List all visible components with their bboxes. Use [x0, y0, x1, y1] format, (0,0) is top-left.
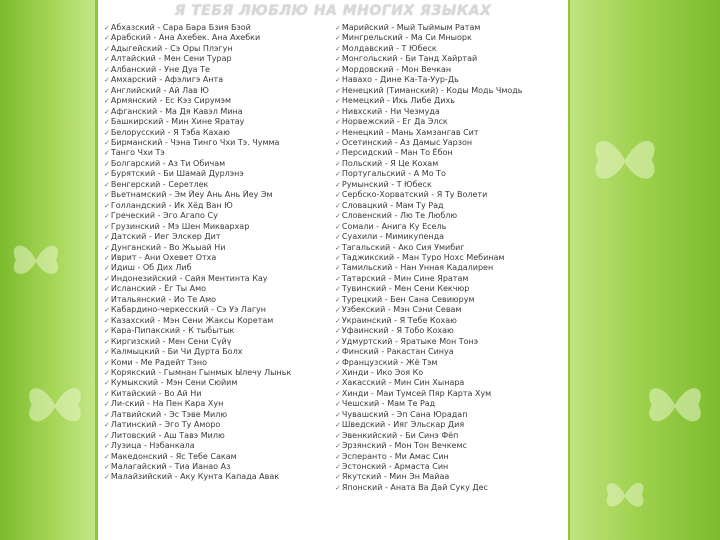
translation-line	[104, 326, 330, 336]
translation-line	[335, 222, 567, 232]
translation-line	[104, 284, 330, 294]
translation-line	[335, 452, 567, 462]
translation-text: Эсперанто - Ми Амас Син	[341, 451, 449, 461]
translation-text: Мордовский - Мон Вечкан	[341, 64, 452, 74]
handwritten-check-icon: ✓	[104, 316, 110, 325]
translation-text: Узбекский - Мэн Сэни Севам	[341, 305, 462, 315]
translation-text: Эрзянский - Мон Тон Вечкемс	[341, 441, 467, 451]
handwritten-check-icon: ✓	[104, 76, 110, 85]
translation-text: Киргизский - Мен Сени Сүйү	[110, 336, 232, 346]
translation-line	[335, 274, 567, 284]
handwritten-check-icon: ✓	[335, 410, 341, 419]
handwritten-check-icon: ✓	[104, 159, 110, 168]
translation-text: Кабардино-черкесский - Сэ Уэ Лагун	[110, 305, 267, 315]
translation-line	[335, 75, 567, 85]
translation-line	[335, 169, 567, 179]
handwritten-check-icon: ✓	[104, 65, 110, 74]
translation-text: Персидский - Ман То Ёбон	[341, 148, 453, 158]
translation-line	[335, 54, 567, 64]
handwritten-check-icon: ✓	[335, 201, 341, 210]
handwritten-check-icon: ✓	[104, 138, 110, 147]
handwritten-check-icon: ✓	[104, 463, 110, 472]
translation-text: Ненецкий (Тиманский) - Коды Модь Чмодь	[341, 85, 523, 95]
translation-line	[335, 107, 567, 117]
handwritten-check-icon: ✓	[335, 44, 341, 53]
handwritten-check-icon: ✓	[104, 34, 110, 43]
translation-line	[104, 180, 330, 190]
translation-line	[335, 305, 567, 315]
translation-line	[335, 96, 567, 106]
translation-line	[335, 295, 567, 305]
translation-text: Чешский - Мам Те Рад	[341, 399, 436, 409]
handwritten-check-icon: ✓	[335, 55, 341, 64]
translation-line	[335, 128, 567, 138]
translation-text: Эвенкийский - Би Синэ Фёп	[341, 430, 459, 440]
translation-text: Корякский - Гымнан Гынмык Ылечу Лыньк	[110, 367, 292, 377]
handwritten-check-icon: ✓	[335, 149, 341, 158]
translation-text: Иврит - Ани Охевет Отха	[110, 252, 217, 262]
translation-line	[104, 431, 330, 441]
translation-text: Ли-ский - На Пен Кара Хун	[110, 399, 224, 409]
translation-text: Суахили - Мимикупенда	[341, 232, 445, 242]
background-right	[570, 0, 720, 540]
translation-text: Кара-Пипакский - К тыбытык	[110, 326, 235, 336]
handwritten-check-icon: ✓	[335, 274, 341, 283]
handwritten-check-icon: ✓	[104, 24, 110, 32]
translation-line	[104, 44, 330, 54]
handwritten-check-icon: ✓	[335, 128, 341, 137]
translation-line	[335, 399, 567, 409]
translation-line	[104, 399, 330, 409]
handwritten-check-icon: ✓	[335, 368, 341, 377]
translation-line	[104, 368, 330, 378]
translation-line	[335, 23, 567, 33]
handwritten-check-icon: ✓	[335, 431, 341, 440]
translation-text: Татарский - Мин Сине Яратам	[341, 273, 469, 283]
translation-text: Албанский - Уне Дуа Те	[110, 64, 210, 74]
translation-line	[104, 117, 330, 127]
handwritten-check-icon: ✓	[104, 473, 110, 482]
translation-text: Марийский - Мый Тыймым Ратам	[341, 23, 481, 32]
handwritten-check-icon: ✓	[335, 180, 341, 189]
handwritten-check-icon: ✓	[104, 222, 110, 231]
butterfly-icon	[600, 470, 650, 520]
translation-text: Английский - Ай Лав Ю	[110, 85, 209, 95]
handwritten-check-icon: ✓	[335, 138, 341, 147]
handwritten-check-icon: ✓	[335, 306, 341, 315]
handwritten-check-icon: ✓	[104, 107, 110, 116]
handwritten-check-icon: ✓	[104, 128, 110, 137]
translation-line	[335, 337, 567, 347]
translation-text: Адыгейский - Сэ Оры Плэгун	[110, 43, 233, 53]
translation-text: Финский - Ракастан Синуа	[341, 347, 454, 357]
translation-line	[104, 96, 330, 106]
translation-text: Монгольский - Би Танд Хайртай	[341, 54, 478, 64]
translation-text: Турецкий - Бен Сана Севиюрум	[341, 294, 475, 304]
handwritten-check-icon: ✓	[335, 253, 341, 262]
translation-line	[335, 358, 567, 368]
translation-line	[335, 253, 567, 263]
handwritten-check-icon: ✓	[335, 159, 341, 168]
handwritten-check-icon: ✓	[335, 348, 341, 357]
translation-line	[335, 441, 567, 451]
translation-line	[104, 159, 330, 169]
translation-text: Тувинский - Мен Сени Кекчюр	[341, 284, 470, 294]
handwritten-check-icon: ✓	[335, 463, 341, 472]
handwritten-check-icon: ✓	[104, 180, 110, 189]
translation-text: Грузинский - Мэ Шен Миквархар	[110, 221, 250, 231]
translation-text: Малагайский - Тиа Ианао Аз	[110, 462, 231, 472]
translation-line	[104, 128, 330, 138]
handwritten-check-icon: ✓	[104, 97, 110, 106]
handwritten-check-icon: ✓	[335, 295, 341, 304]
translation-text: Тагальский - Ако Сия Умибиг	[341, 242, 465, 252]
handwritten-check-icon: ✓	[335, 285, 341, 294]
translation-text: Португальский - А Мо То	[341, 169, 446, 179]
handwritten-check-icon: ✓	[104, 55, 110, 64]
translation-text: Норвежский - Ег Да Элск	[341, 117, 448, 127]
translation-text: Шведский - Ияг Эльскар Дия	[341, 420, 465, 430]
handwritten-check-icon: ✓	[335, 212, 341, 221]
translation-line	[335, 148, 567, 158]
translation-text: Таджикский - Ман Туро Нохс Мебинам	[341, 252, 505, 262]
translation-line	[335, 389, 567, 399]
translation-line	[335, 201, 567, 211]
handwritten-check-icon: ✓	[104, 410, 110, 419]
handwritten-check-icon: ✓	[104, 243, 110, 252]
translation-text: Украинский - Я Тебе Кохаю	[341, 315, 457, 325]
handwritten-check-icon: ✓	[104, 274, 110, 283]
handwritten-check-icon: ✓	[335, 222, 341, 231]
translation-text: Эстонский - Армаста Син	[341, 462, 449, 472]
handwritten-check-icon: ✓	[335, 24, 341, 32]
translation-line	[335, 180, 567, 190]
handwritten-check-icon: ✓	[335, 264, 341, 273]
handwritten-check-icon: ✓	[104, 337, 110, 346]
translation-text: Калмыцкий - Би Чи Дурта Болх	[110, 347, 243, 357]
translation-text: Латинский - Эго Ту Аморо	[110, 420, 221, 430]
translation-text: Китайский - Во Ай Ни	[110, 388, 202, 398]
handwritten-check-icon: ✓	[335, 421, 341, 430]
translation-line	[104, 420, 330, 430]
translation-text: Индонезийский - Сайя Ментинта Кау	[110, 273, 268, 283]
translation-line	[104, 75, 330, 85]
translation-line	[104, 316, 330, 326]
handwritten-check-icon: ✓	[104, 233, 110, 242]
translation-text: Бирманский - Чэна Тинго Чхи Тэ. Чумма	[110, 137, 280, 147]
handwritten-check-icon: ✓	[104, 442, 110, 451]
handwritten-check-icon: ✓	[104, 253, 110, 262]
translation-line	[104, 86, 330, 96]
translation-line	[335, 44, 567, 54]
handwritten-check-icon: ✓	[104, 379, 110, 388]
translation-text: Кумыкский - Мэн Сени Сюйим	[110, 378, 238, 388]
translation-text: Словенский - Лю Те Люблю	[341, 211, 458, 221]
translation-text: Сомали - Анига Ку Есель	[341, 221, 447, 231]
page-title: Я ТЕБЯ ЛЮБЛЮ НА МНОГИХ ЯЗЫКАХ	[174, 3, 492, 19]
translation-line	[104, 295, 330, 305]
translation-line	[335, 65, 567, 75]
translation-line	[104, 358, 330, 368]
handwritten-check-icon: ✓	[335, 483, 341, 492]
handwritten-check-icon: ✓	[104, 86, 110, 95]
translation-text: Вьетнамский - Эм Йеу Ань Ань Йеу Эм	[110, 190, 273, 200]
translation-text: Немецкий - Ихь Либе Дихь	[341, 96, 455, 106]
translation-text: Греческий - Эго Агапо Су	[110, 211, 218, 221]
translation-text: Армянский - Ес Кэз Сирумэм	[110, 96, 232, 106]
translation-text: Голландский - Ик Хёд Ван Ю	[110, 200, 233, 210]
translation-text: Дунганский - Во Жьыай Ни	[110, 242, 226, 252]
translation-text: Якутский - Мин Эн Майаа	[341, 472, 450, 482]
translation-text: Удмуртский - Яратыке Мон Тонэ	[341, 336, 479, 346]
translation-line	[335, 410, 567, 420]
handwritten-check-icon: ✓	[104, 149, 110, 158]
translation-text: Исланский - Ёг Ты Амо	[110, 284, 207, 294]
translation-line	[104, 243, 330, 253]
document-sheet	[98, 0, 568, 540]
translation-text: Казахский - Мэн Сени Жаксы Коретам	[110, 315, 274, 325]
translation-line	[104, 138, 330, 148]
translation-text: Румынский - Т Юбеск	[341, 179, 432, 189]
translation-text: Идиш - Об Дих Либ	[110, 263, 192, 273]
butterfly-icon	[20, 370, 90, 440]
handwritten-check-icon: ✓	[104, 191, 110, 200]
handwritten-check-icon: ✓	[335, 327, 341, 336]
handwritten-check-icon: ✓	[335, 243, 341, 252]
translation-line	[335, 117, 567, 127]
handwritten-check-icon: ✓	[335, 97, 341, 106]
handwritten-check-icon: ✓	[104, 358, 110, 367]
translation-text: Амхарский - Афэлигэ Анта	[110, 75, 224, 85]
translation-text: Итальянский - Ио Те Амо	[110, 294, 217, 304]
translation-line	[104, 389, 330, 399]
translation-line	[335, 326, 567, 336]
translation-line	[104, 54, 330, 64]
translation-text: Навахо - Дине Ка-Та-Уур-Дь	[341, 75, 459, 85]
translation-line	[104, 441, 330, 451]
translation-line	[104, 263, 330, 273]
handwritten-check-icon: ✓	[335, 76, 341, 85]
translation-text: Латвийский - Эс Тэве Милю	[110, 409, 228, 419]
translation-line	[104, 274, 330, 284]
translation-line	[335, 368, 567, 378]
translation-text: Осетинский - Аз Дамыс Уарзон	[341, 137, 473, 147]
handwritten-check-icon: ✓	[335, 379, 341, 388]
handwritten-check-icon: ✓	[104, 201, 110, 210]
handwritten-check-icon: ✓	[335, 389, 341, 398]
translation-text: Бурятский - Би Шамай Дурлэнэ	[110, 169, 244, 179]
handwritten-check-icon: ✓	[335, 170, 341, 179]
translation-line	[104, 190, 330, 200]
handwritten-check-icon: ✓	[335, 473, 341, 482]
handwritten-check-icon: ✓	[104, 368, 110, 377]
language-list-left	[104, 23, 330, 483]
translation-line	[104, 33, 330, 43]
handwritten-check-icon: ✓	[104, 306, 110, 315]
translation-line	[104, 452, 330, 462]
translation-line	[335, 243, 567, 253]
handwritten-check-icon: ✓	[104, 431, 110, 440]
handwritten-check-icon: ✓	[335, 65, 341, 74]
translation-text: Хинди - Маи Тумсей Пяр Карта Хум	[341, 388, 492, 398]
translation-text: Башкирский - Мин Хине Яратау	[110, 117, 245, 127]
translation-line	[335, 159, 567, 169]
translation-line	[335, 347, 567, 357]
handwritten-check-icon: ✓	[104, 452, 110, 461]
translation-line	[104, 253, 330, 263]
translation-line	[104, 222, 330, 232]
translation-line	[335, 378, 567, 388]
handwritten-check-icon: ✓	[104, 389, 110, 398]
handwritten-check-icon: ✓	[335, 233, 341, 242]
handwritten-check-icon: ✓	[335, 86, 341, 95]
translation-line	[335, 431, 567, 441]
translation-line	[104, 462, 330, 472]
translation-text: Молдавский - Т Юбеск	[341, 43, 437, 53]
translation-text: Македонский - Яс Тебе Сакам	[110, 451, 237, 461]
handwritten-check-icon: ✓	[104, 285, 110, 294]
translation-text: Арабский - Ана Ахебек. Ана Ахебки	[110, 33, 261, 43]
translation-text: Сербско-Хорватский - Я Ту Волети	[341, 190, 488, 200]
handwritten-check-icon: ✓	[335, 337, 341, 346]
handwritten-check-icon: ✓	[335, 118, 341, 127]
handwritten-check-icon: ✓	[104, 421, 110, 430]
translation-line	[335, 138, 567, 148]
butterfly-icon	[640, 370, 710, 440]
handwritten-check-icon: ✓	[104, 44, 110, 53]
translation-text: Уфаинский - Я Тобо Кохаю	[341, 326, 454, 336]
handwritten-check-icon: ✓	[335, 191, 341, 200]
translation-text: Танго Чхи Тэ	[110, 148, 165, 158]
translation-line	[104, 211, 330, 221]
translation-text: Мингрельский - Ма Си Мныорк	[341, 33, 472, 43]
translation-line	[104, 232, 330, 242]
translation-text: Нивхский - Ни Чезмуда	[341, 106, 440, 116]
translation-line	[104, 347, 330, 357]
translation-line	[335, 211, 567, 221]
translation-text: Японский - Аната Ва Дай Суку Дес	[341, 482, 488, 492]
translation-text: Хакасский - Мин Син Хынара	[341, 378, 465, 388]
translation-line	[335, 190, 567, 200]
translation-text: Венгерский - Серетлек	[110, 179, 209, 189]
translation-line	[335, 420, 567, 430]
handwritten-check-icon: ✓	[335, 107, 341, 116]
translation-line	[104, 107, 330, 117]
translation-text: Хинди - Ико Эоя Ко	[341, 367, 424, 377]
translation-text: Белорусский - Я Тэба Кахаю	[110, 127, 230, 137]
translation-line	[104, 65, 330, 75]
butterfly-icon	[585, 120, 665, 200]
translation-text: Польский - Я Це Кохам	[341, 158, 439, 168]
translation-text: Ненецкий - Мань Хамзангав Сит	[341, 127, 479, 137]
translation-text: Болгарский - Аз Ти Обичам	[110, 158, 226, 168]
translation-text: Малайзийский - Аку Кунта Капада Авак	[110, 472, 280, 482]
translation-text: Коми - Ме Радейт Тэно	[110, 357, 208, 367]
translation-line	[104, 169, 330, 179]
handwritten-check-icon: ✓	[104, 118, 110, 127]
handwritten-check-icon: ✓	[104, 295, 110, 304]
handwritten-check-icon: ✓	[104, 348, 110, 357]
translation-line	[335, 33, 567, 43]
handwritten-check-icon: ✓	[104, 400, 110, 409]
handwritten-check-icon: ✓	[335, 452, 341, 461]
butterfly-icon	[6, 230, 66, 290]
translation-line	[104, 410, 330, 420]
handwritten-check-icon: ✓	[104, 264, 110, 273]
translation-line	[335, 316, 567, 326]
translation-text: Словацкий - Мам Ту Рад	[341, 200, 444, 210]
translation-text: Французский - Жё Тэм	[341, 357, 438, 367]
handwritten-check-icon: ✓	[335, 442, 341, 451]
translation-line	[104, 201, 330, 211]
translation-text: Чувашский - Эп Сана Юрадап	[341, 409, 468, 419]
language-list-right	[335, 23, 567, 493]
translation-line	[335, 284, 567, 294]
translation-line	[335, 472, 567, 482]
handwritten-check-icon: ✓	[104, 170, 110, 179]
translation-text: Литовский - Аш Тавэ Милю	[110, 430, 225, 440]
translation-line	[104, 305, 330, 315]
handwritten-check-icon: ✓	[104, 327, 110, 336]
translation-line	[104, 148, 330, 158]
translation-line	[335, 462, 567, 472]
translation-line	[104, 472, 330, 482]
translation-line	[335, 483, 567, 493]
translation-text: Афганский - Ма Дя Кавэл Мина	[110, 106, 243, 116]
translation-text: Лузица - Нэбанкала	[110, 441, 195, 451]
translation-line	[335, 263, 567, 273]
handwritten-check-icon: ✓	[335, 358, 341, 367]
translation-line	[104, 23, 330, 33]
translation-text: Тамильский - Нан Унная Кадалирен	[341, 263, 494, 273]
translation-line	[104, 378, 330, 388]
handwritten-check-icon: ✓	[335, 34, 341, 43]
translation-text: Датский - Иег Элскер Дит	[110, 232, 221, 242]
translation-text: Абхазский - Сара Бара Бзия Бзой	[110, 23, 251, 32]
translation-line	[104, 337, 330, 347]
handwritten-check-icon: ✓	[335, 316, 341, 325]
handwritten-check-icon: ✓	[104, 212, 110, 221]
translation-text: Алтайский - Мен Сени Турар	[110, 54, 232, 64]
translation-line	[335, 232, 567, 242]
translation-line	[335, 86, 567, 96]
handwritten-check-icon: ✓	[335, 400, 341, 409]
